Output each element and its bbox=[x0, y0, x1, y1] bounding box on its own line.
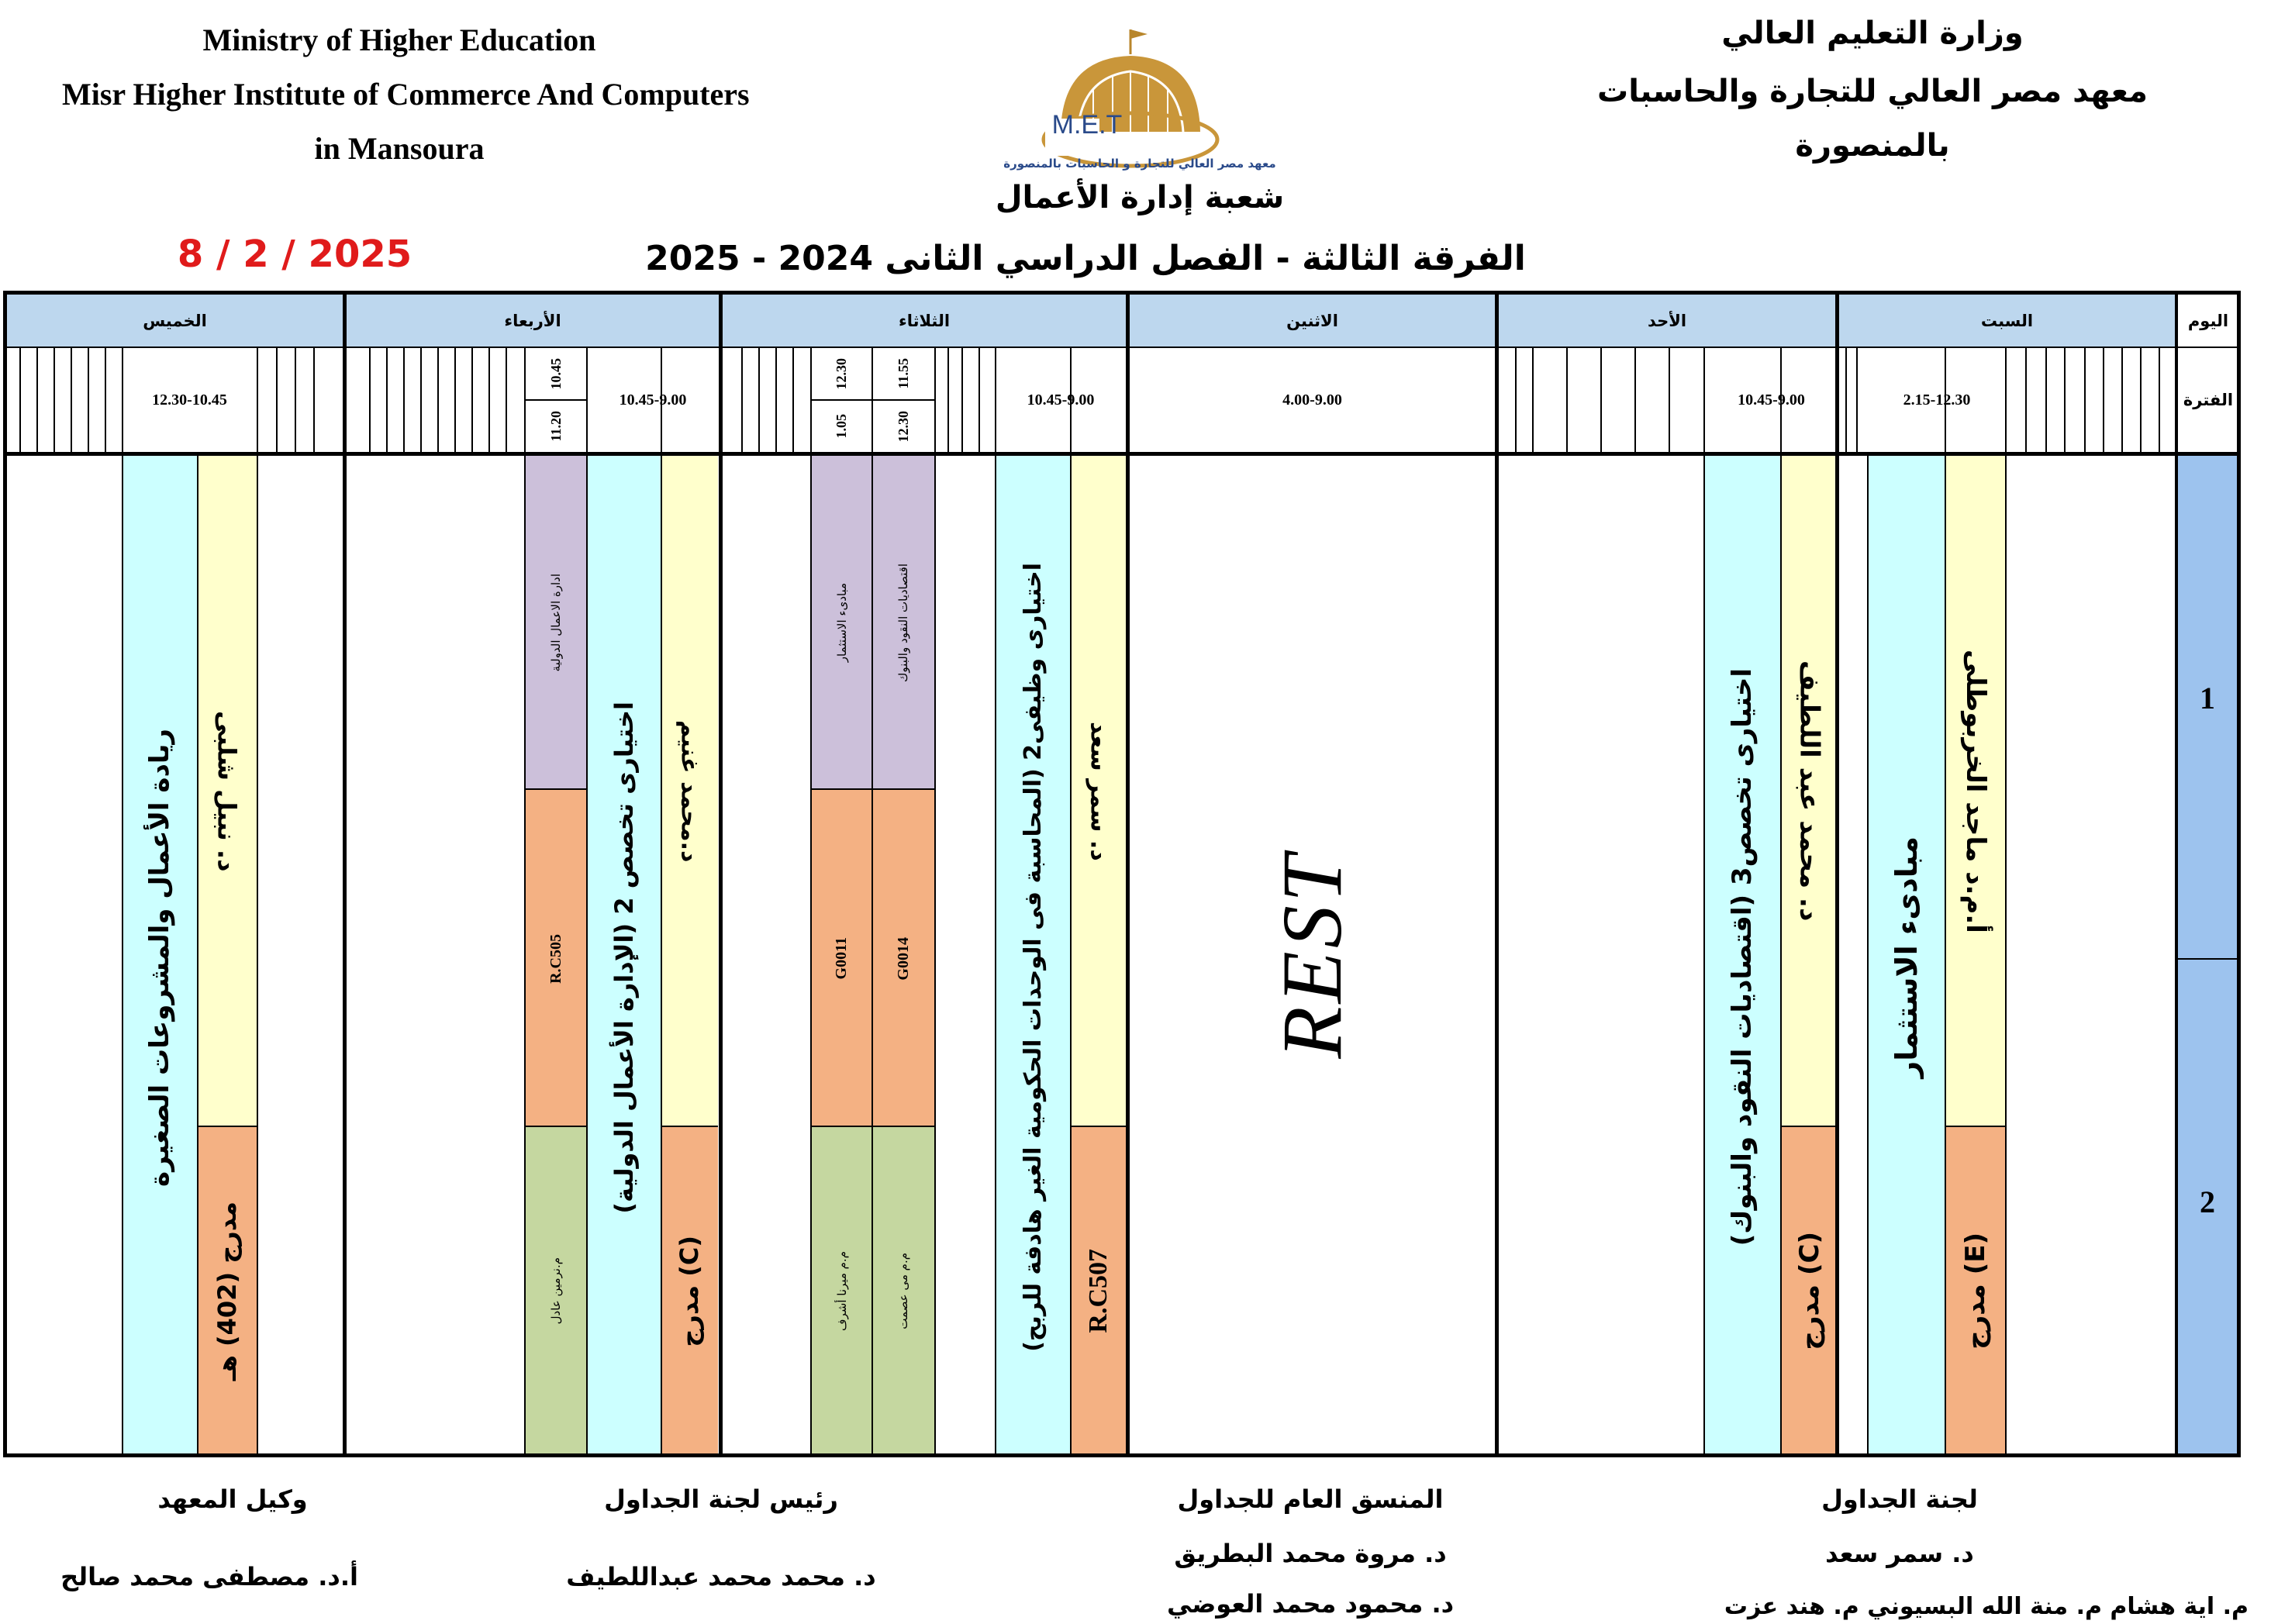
row-number-2: 2 bbox=[2200, 1184, 2215, 1219]
day-thursday: الخميس bbox=[143, 311, 207, 330]
sun-doctor: د. محمد عبد اللطيف bbox=[1793, 660, 1825, 922]
footer-vice-dean-title: وكيل المعهد bbox=[157, 1484, 308, 1514]
period-label: الفترة bbox=[2183, 391, 2234, 409]
footer-head-name: د. محمد محمد عبداللطيف bbox=[566, 1562, 876, 1591]
period-tue-s2-bottom: 1.05 bbox=[834, 414, 849, 439]
header-en-line3: in Mansoura bbox=[314, 131, 485, 166]
logo-text: M.E.T bbox=[1051, 110, 1123, 140]
footer-committee-name: د. سمر سعد bbox=[1825, 1539, 1974, 1568]
footer-coordinator-name2: د. محمود محمد العوضي bbox=[1166, 1589, 1455, 1619]
tue-sec1-ta: م.م مى عصمت bbox=[896, 1253, 910, 1329]
period-tuesday: 10.45-9.00 bbox=[1027, 391, 1095, 409]
header-ar-line1: وزارة التعليم العالي bbox=[1721, 16, 2024, 51]
footer-vice-dean-name: أ.د. مصطفى محمد صالح bbox=[60, 1562, 358, 1591]
wed-course: اختيارى تخصص 2 (الإدارة الأعمال الدولية) bbox=[609, 701, 639, 1214]
footer-committee-members: م. اية هشام م. منة الله البسيوني م. هند عزت bbox=[1724, 1593, 2249, 1620]
day-monday: الاثنين bbox=[1286, 311, 1338, 330]
logo-caption: معهد مصر العالي للتجارة و الحاسبات بالمنصورة bbox=[1003, 157, 1276, 171]
tue-room: R.C507 bbox=[1084, 1249, 1113, 1333]
schedule-date: 8 / 2 / 2025 bbox=[177, 233, 412, 276]
period-wednesday: 10.45-9.00 bbox=[619, 391, 687, 409]
period-wed-s-bottom: 11.20 bbox=[547, 411, 564, 442]
wed-doctor: د.محمد غنيم bbox=[675, 719, 703, 863]
tue-sec1-room: G0014 bbox=[894, 936, 912, 981]
thu-room: مدرج (402) هـ bbox=[212, 1201, 242, 1381]
tue-sec2-ta: م.م ميرنا أشرف bbox=[834, 1250, 849, 1332]
tue-sec1-course: اقتصاديات النقود والبنوك bbox=[896, 563, 910, 682]
footer-committee-title: لجنة الجداول bbox=[1821, 1484, 1978, 1514]
thu-doctor: د. نبيل شلبى bbox=[212, 710, 242, 872]
sat-room: مدرج (E) bbox=[1960, 1233, 1991, 1350]
day-tuesday: الثلاثاء bbox=[898, 311, 951, 330]
footer-head-title: رئيس لجنة الجداول bbox=[604, 1484, 838, 1514]
tue-sec2-course: مبادىء الاستثمار bbox=[834, 582, 849, 663]
wed-sec-ta: م.نرمين عادل bbox=[549, 1257, 563, 1325]
thu-course: ريادة الأعمال والمشروعات الصغيرة bbox=[144, 728, 175, 1187]
period-tue-s2-top: 12.30 bbox=[834, 357, 849, 390]
header-ar-line2: معهد مصر العالي للتجارة والحاسبات bbox=[1597, 74, 2148, 109]
period-tue-s1-bottom: 12.30 bbox=[895, 410, 911, 443]
period-thursday: 12.30-10.45 bbox=[152, 391, 227, 409]
footer-coordinator-title: المنسق العام للجداول bbox=[1177, 1484, 1444, 1514]
sat-course: مبادىء الاستثمار bbox=[1890, 836, 1924, 1078]
period-monday: 4.00-9.00 bbox=[1282, 391, 1342, 409]
day-saturday: السبت bbox=[1980, 311, 2034, 330]
day-sunday: الأحد bbox=[1647, 311, 1687, 330]
sun-room: مدرج (C) bbox=[1793, 1232, 1825, 1350]
wed-sec-room: R.C505 bbox=[547, 933, 564, 984]
tue-course: اختيارى وظيفى2 (المحاسبة فى الوحدات الحكومية الغير هادفة للربح) bbox=[1019, 563, 1047, 1352]
sun-course: اختيارى تخصص3 (اقتصاديات النقود والبنوك) bbox=[1727, 668, 1758, 1246]
division-title: شعبة إدارة الأعمال bbox=[995, 180, 1285, 215]
day-label: اليوم bbox=[2187, 311, 2229, 330]
monday-rest: REST bbox=[1265, 851, 1359, 1059]
period-sunday: 10.45-9.00 bbox=[1738, 391, 1805, 409]
tue-sec2-room: G0011 bbox=[833, 937, 850, 980]
period-tue-s1-top: 11.55 bbox=[895, 358, 911, 389]
header-en-line1: Ministry of Higher Education bbox=[202, 22, 596, 57]
period-wed-s-top: 10.45 bbox=[547, 357, 564, 390]
row-number-1: 1 bbox=[2200, 680, 2215, 715]
period-saturday: 2.15-12.30 bbox=[1903, 391, 1971, 409]
sat-doctor: أ.م.د ماجد الخربوطلى bbox=[1960, 649, 1991, 933]
header-ar-line3: بالمنصورة bbox=[1795, 128, 1950, 164]
day-wednesday: الأربعاء bbox=[504, 311, 561, 330]
header-en-line2: Misr Higher Institute of Commerce And Computers bbox=[62, 77, 750, 112]
wed-sec-course: ادارة الاعمال الدولية bbox=[549, 573, 563, 672]
wed-room: مدرج (C) bbox=[675, 1235, 704, 1347]
footer-coordinator-name1: د. مروة محمد البطريق bbox=[1174, 1539, 1447, 1568]
tue-doctor: د. سمر سعد bbox=[1085, 721, 1113, 861]
institute-logo bbox=[961, 23, 1318, 178]
semester-title: الفرقة الثالثة - الفصل الدراسي الثانى 2024 - 2025 bbox=[645, 239, 1526, 278]
